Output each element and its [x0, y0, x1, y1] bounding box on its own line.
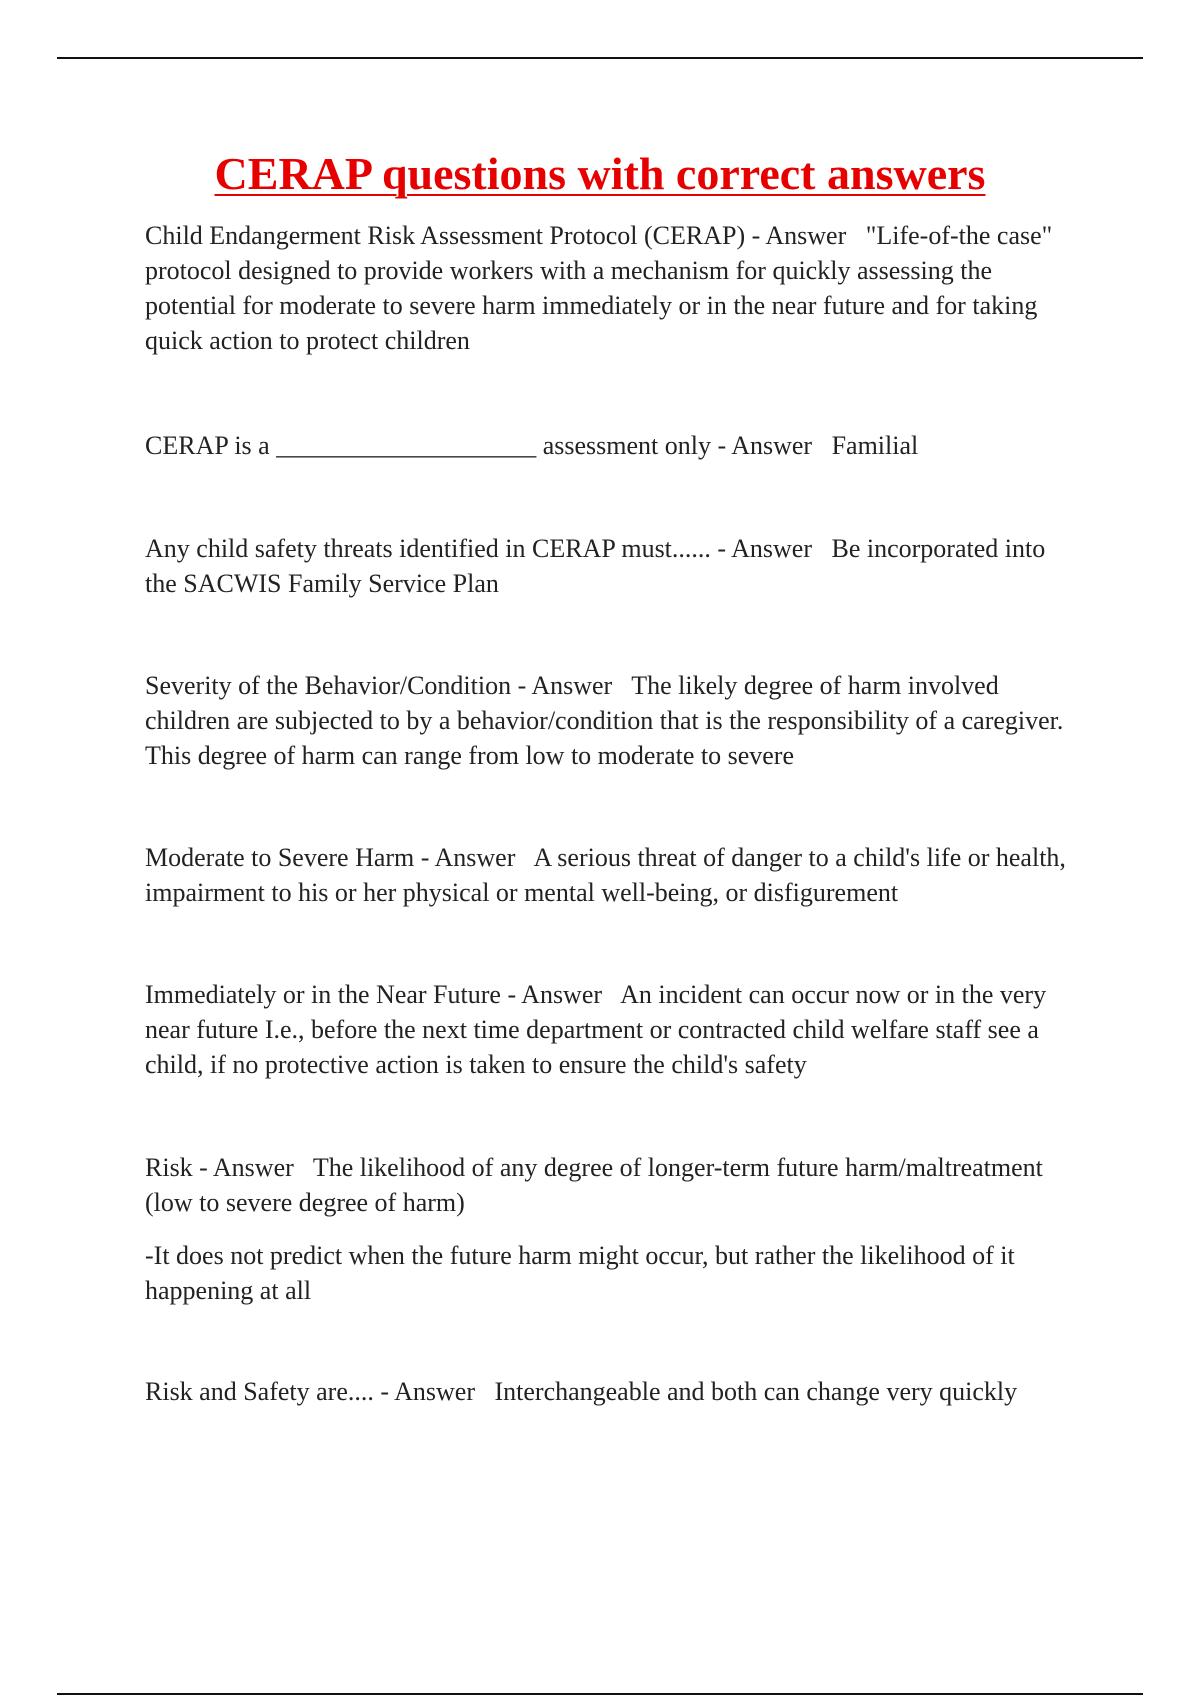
qa-entry-2 — [145, 428, 1080, 463]
qa-entry-8 — [145, 1374, 1080, 1409]
answer-text: "Life-of-the case" protocol designed to provide workers with a mechanism for quickly assessing the potential for moderate to severe harm immediately or in the near future and for taking quick action to protect children — [145, 221, 1053, 355]
qa-entry-7 — [145, 1150, 1080, 1220]
answer-text: A serious threat of danger to a child's life or health, impairment to his or her physical or mental well-being, or disfigurement — [145, 843, 1066, 907]
bottom-divider — [57, 1693, 1143, 1695]
answer-text: Interchangeable and both can change very quickly — [494, 1377, 1018, 1406]
question-text: Severity of the Behavior/Condition - Answer — [145, 671, 613, 700]
question-text: Risk - Answer — [145, 1153, 294, 1182]
answer-text: The likelihood of any degree of longer-term future harm/maltreatment (low to severe degree of harm) — [145, 1153, 1043, 1217]
question-text: Child Endangerment Risk Assessment Protocol (CERAP) - Answer — [145, 221, 847, 250]
answer-text: Familial — [831, 431, 919, 460]
qa-entry-1 — [145, 218, 1080, 358]
answer-text: The likely degree of harm involved children are subjected to by a behavior/condition that is the responsibility of a caregiver. This degree of harm can range from low to moderate to severe — [145, 671, 1064, 770]
qa-entry-6 — [145, 977, 1080, 1082]
qa-entry-3 — [145, 531, 1080, 601]
qa-entry-7-note — [145, 1238, 1080, 1308]
qa-entry-5 — [145, 840, 1080, 910]
answer-text: An incident can occur now or in the very near future I.e., before the next time department or contracted child welfare staff see a child, if no protective action is taken to ensure the child's safety — [145, 980, 1047, 1079]
qa-entry-4 — [145, 668, 1080, 773]
question-text: Moderate to Severe Harm - Answer — [145, 843, 516, 872]
top-divider — [57, 57, 1143, 59]
question-text: Risk and Safety are.... - Answer — [145, 1377, 475, 1406]
question-text: Immediately or in the Near Future - Answer — [145, 980, 603, 1009]
note-text: -It does not predict when the future harm might occur, but rather the likelihood of it happening at all — [145, 1241, 1015, 1305]
answer-text: Be incorporated into the SACWIS Family Service Plan — [145, 534, 1046, 598]
page-title: CERAP questions with correct answers — [214, 148, 986, 199]
question-text: Any child safety threats identified in CERAP must...... - Answer — [145, 534, 812, 563]
question-text: CERAP is a ____________________ assessment only - Answer — [145, 431, 813, 460]
